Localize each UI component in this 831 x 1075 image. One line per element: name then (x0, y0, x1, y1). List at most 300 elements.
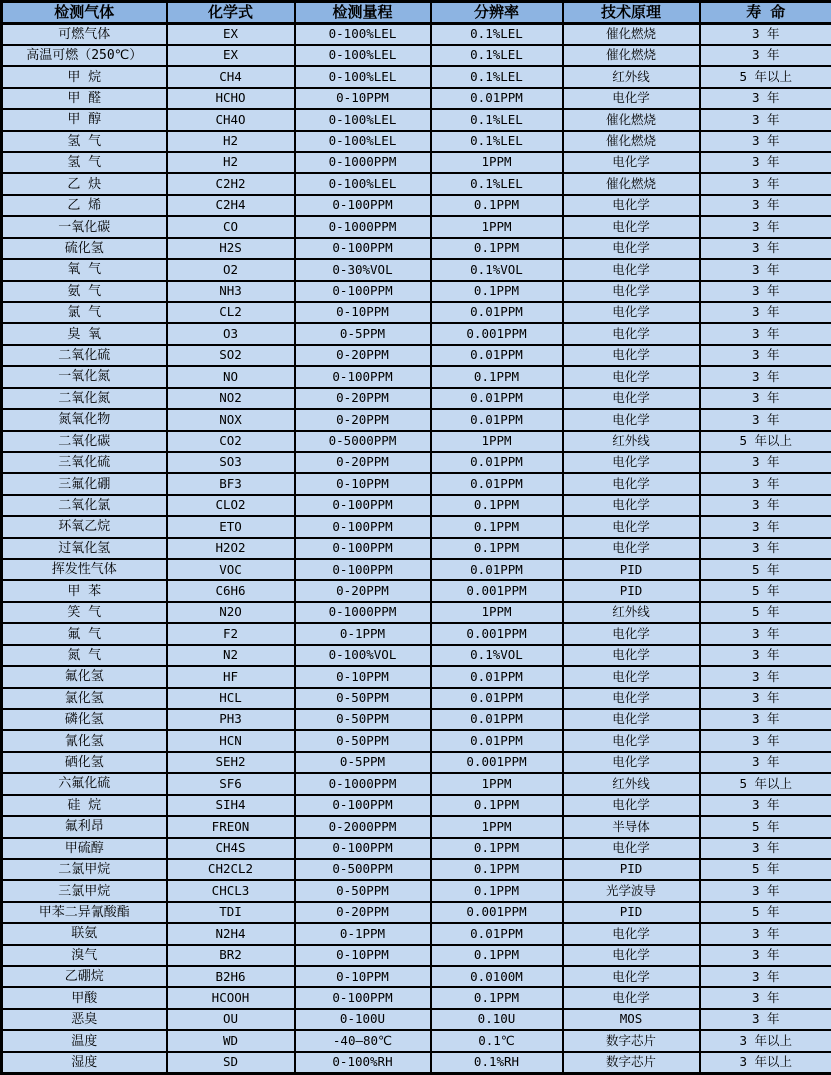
resolution-cell: 0.01PPM (431, 345, 563, 366)
gas-cell: 甲硫醇 (2, 838, 167, 859)
lifespan-cell: 5 年以上 (700, 431, 831, 452)
range-cell: 0-100%LEL (295, 66, 431, 87)
gas-cell: 氮氧化物 (2, 409, 167, 430)
lifespan-cell: 3 年 (700, 195, 831, 216)
formula-cell: CH4S (167, 838, 295, 859)
resolution-cell: 0.001PPM (431, 580, 563, 601)
resolution-cell: 0.01PPM (431, 409, 563, 430)
principle-cell: 电化学 (563, 238, 700, 259)
resolution-cell: 0.01PPM (431, 88, 563, 109)
resolution-cell: 1PPM (431, 152, 563, 173)
range-cell: 0-20PPM (295, 345, 431, 366)
lifespan-cell: 3 年 (700, 452, 831, 473)
table-row (2, 109, 831, 130)
principle-cell: 电化学 (563, 795, 700, 816)
gas-cell: 氟化氢 (2, 666, 167, 687)
principle-cell: 电化学 (563, 730, 700, 751)
table-row (2, 730, 831, 751)
resolution-cell: 1PPM (431, 216, 563, 237)
gas-cell: 乙硼烷 (2, 966, 167, 987)
gas-cell: 三氟化硼 (2, 473, 167, 494)
principle-cell: 电化学 (563, 366, 700, 387)
formula-cell: NO (167, 366, 295, 387)
table-row (2, 473, 831, 494)
range-cell: 0-100%LEL (295, 173, 431, 194)
table-row (2, 1009, 831, 1030)
table-row (2, 366, 831, 387)
resolution-cell: 0.1PPM (431, 366, 563, 387)
principle-cell: 电化学 (563, 516, 700, 537)
col-header-range: 检测量程 (295, 2, 431, 24)
resolution-cell: 0.01PPM (431, 559, 563, 580)
formula-cell: PH3 (167, 709, 295, 730)
resolution-cell: 0.001PPM (431, 902, 563, 923)
principle-cell: 电化学 (563, 195, 700, 216)
range-cell: 0-100PPM (295, 495, 431, 516)
formula-cell: ETO (167, 516, 295, 537)
principle-cell: 数字芯片 (563, 1052, 700, 1074)
resolution-cell: 0.1PPM (431, 195, 563, 216)
formula-cell: N2O (167, 602, 295, 623)
gas-cell: 硫化氢 (2, 238, 167, 259)
formula-cell: CO2 (167, 431, 295, 452)
formula-cell: HCL (167, 688, 295, 709)
resolution-cell: 0.01PPM (431, 923, 563, 944)
formula-cell: O2 (167, 259, 295, 280)
gas-cell: 氰化氢 (2, 730, 167, 751)
formula-cell: TDI (167, 902, 295, 923)
principle-cell: 电化学 (563, 323, 700, 344)
lifespan-cell: 3 年 (700, 302, 831, 323)
table-row (2, 388, 831, 409)
gas-cell: 甲 醇 (2, 109, 167, 130)
table-row (2, 152, 831, 173)
formula-cell: CH4O (167, 109, 295, 130)
formula-cell: HCHO (167, 88, 295, 109)
range-cell: 0-10PPM (295, 945, 431, 966)
range-cell: 0-20PPM (295, 580, 431, 601)
formula-cell: CLO2 (167, 495, 295, 516)
table-row (2, 409, 831, 430)
range-cell: 0-100%LEL (295, 109, 431, 130)
principle-cell: 电化学 (563, 302, 700, 323)
lifespan-cell: 3 年 (700, 945, 831, 966)
gas-cell: 三氧化硫 (2, 452, 167, 473)
range-cell: 0-100%LEL (295, 131, 431, 152)
gas-cell: 环氧乙烷 (2, 516, 167, 537)
principle-cell: PID (563, 902, 700, 923)
gas-cell: 甲 醛 (2, 88, 167, 109)
resolution-cell: 0.1%VOL (431, 645, 563, 666)
gas-cell: 氯化氢 (2, 688, 167, 709)
table-row (2, 645, 831, 666)
col-header-lifespan: 寿 命 (700, 2, 831, 24)
principle-cell: 电化学 (563, 709, 700, 730)
lifespan-cell: 3 年 (700, 880, 831, 901)
principle-cell: 数字芯片 (563, 1030, 700, 1051)
principle-cell: 催化燃烧 (563, 109, 700, 130)
gas-cell: 恶臭 (2, 1009, 167, 1030)
formula-cell: BF3 (167, 473, 295, 494)
resolution-cell: 0.1PPM (431, 495, 563, 516)
table-row (2, 902, 831, 923)
formula-cell: C2H2 (167, 173, 295, 194)
lifespan-cell: 3 年 (700, 987, 831, 1008)
resolution-cell: 0.10U (431, 1009, 563, 1030)
table-row (2, 516, 831, 537)
formula-cell: N2H4 (167, 923, 295, 944)
lifespan-cell: 3 年 (700, 388, 831, 409)
gas-cell: 氮 气 (2, 645, 167, 666)
range-cell: 0-1000PPM (295, 773, 431, 794)
lifespan-cell: 3 年 (700, 688, 831, 709)
gas-cell: 氧 气 (2, 259, 167, 280)
lifespan-cell: 3 年 (700, 238, 831, 259)
gas-cell: 氟 气 (2, 623, 167, 644)
gas-cell: 一氧化氮 (2, 366, 167, 387)
resolution-cell: 0.1%VOL (431, 259, 563, 280)
principle-cell: 电化学 (563, 452, 700, 473)
table-row (2, 323, 831, 344)
range-cell: 0-50PPM (295, 880, 431, 901)
lifespan-cell: 3 年 (700, 409, 831, 430)
table-row (2, 816, 831, 837)
resolution-cell: 0.01PPM (431, 473, 563, 494)
formula-cell: FREON (167, 816, 295, 837)
table-row (2, 495, 831, 516)
principle-cell: MOS (563, 1009, 700, 1030)
gas-cell: 硒化氢 (2, 752, 167, 773)
lifespan-cell: 3 年 (700, 45, 831, 66)
formula-cell: EX (167, 24, 295, 45)
lifespan-cell: 3 年 (700, 24, 831, 45)
formula-cell: VOC (167, 559, 295, 580)
principle-cell: 电化学 (563, 623, 700, 644)
gas-cell: 过氧化氢 (2, 538, 167, 559)
lifespan-cell: 3 年 (700, 259, 831, 280)
principle-cell: 电化学 (563, 966, 700, 987)
table-row (2, 795, 831, 816)
principle-cell: 红外线 (563, 66, 700, 87)
range-cell: 0-100U (295, 1009, 431, 1030)
principle-cell: 电化学 (563, 409, 700, 430)
gas-cell: 甲酸 (2, 987, 167, 1008)
resolution-cell: 0.1PPM (431, 859, 563, 880)
lifespan-cell: 3 年 (700, 838, 831, 859)
table-row (2, 538, 831, 559)
table-row (2, 559, 831, 580)
resolution-cell: 0.1%LEL (431, 24, 563, 45)
lifespan-cell: 3 年 (700, 216, 831, 237)
lifespan-cell: 5 年 (700, 602, 831, 623)
resolution-cell: 0.1PPM (431, 238, 563, 259)
range-cell: 0-10PPM (295, 966, 431, 987)
resolution-cell: 0.1PPM (431, 987, 563, 1008)
gas-cell: 臭 氧 (2, 323, 167, 344)
formula-cell: CO (167, 216, 295, 237)
range-cell: 0-5PPM (295, 752, 431, 773)
resolution-cell: 1PPM (431, 773, 563, 794)
table-row (2, 709, 831, 730)
gas-cell: 氯 气 (2, 302, 167, 323)
principle-cell: 电化学 (563, 259, 700, 280)
range-cell: 0-50PPM (295, 709, 431, 730)
table-row (2, 452, 831, 473)
formula-cell: NOX (167, 409, 295, 430)
principle-cell: 电化学 (563, 388, 700, 409)
lifespan-cell: 5 年 (700, 859, 831, 880)
resolution-cell: 0.1PPM (431, 538, 563, 559)
principle-cell: 电化学 (563, 987, 700, 1008)
table-row (2, 838, 831, 859)
lifespan-cell: 3 年 (700, 495, 831, 516)
range-cell: 0-100PPM (295, 559, 431, 580)
range-cell: 0-1000PPM (295, 602, 431, 623)
formula-cell: H2 (167, 152, 295, 173)
principle-cell: 电化学 (563, 345, 700, 366)
table-row (2, 1052, 831, 1074)
range-cell: 0-100PPM (295, 516, 431, 537)
formula-cell: N2 (167, 645, 295, 666)
table-row (2, 195, 831, 216)
lifespan-cell: 3 年 (700, 730, 831, 751)
table-row (2, 345, 831, 366)
resolution-cell: 0.001PPM (431, 323, 563, 344)
lifespan-cell: 3 年 (700, 345, 831, 366)
formula-cell: CH4 (167, 66, 295, 87)
formula-cell: CH2CL2 (167, 859, 295, 880)
range-cell: 0-50PPM (295, 688, 431, 709)
resolution-cell: 0.1℃ (431, 1030, 563, 1051)
gas-cell: 磷化氢 (2, 709, 167, 730)
table-row (2, 1030, 831, 1051)
lifespan-cell: 3 年 (700, 366, 831, 387)
gas-cell: 挥发性气体 (2, 559, 167, 580)
formula-cell: OU (167, 1009, 295, 1030)
resolution-cell: 0.1%LEL (431, 173, 563, 194)
resolution-cell: 0.1%LEL (431, 109, 563, 130)
formula-cell: SIH4 (167, 795, 295, 816)
principle-cell: 电化学 (563, 88, 700, 109)
table-row (2, 987, 831, 1008)
formula-cell: HCOOH (167, 987, 295, 1008)
gas-cell: 氨 气 (2, 281, 167, 302)
range-cell: 0-10PPM (295, 88, 431, 109)
resolution-cell: 0.01PPM (431, 709, 563, 730)
lifespan-cell: 3 年 (700, 709, 831, 730)
principle-cell: 电化学 (563, 838, 700, 859)
table-row (2, 88, 831, 109)
lifespan-cell: 3 年 (700, 623, 831, 644)
table-row (2, 880, 831, 901)
formula-cell: H2O2 (167, 538, 295, 559)
range-cell: 0-5000PPM (295, 431, 431, 452)
resolution-cell: 0.1%LEL (431, 131, 563, 152)
range-cell: 0-30%VOL (295, 259, 431, 280)
gas-cell: 六氟化硫 (2, 773, 167, 794)
range-cell: 0-100PPM (295, 838, 431, 859)
lifespan-cell: 3 年 (700, 173, 831, 194)
principle-cell: 催化燃烧 (563, 131, 700, 152)
principle-cell: PID (563, 559, 700, 580)
formula-cell: H2 (167, 131, 295, 152)
table-body (2, 24, 831, 1074)
resolution-cell: 0.1PPM (431, 838, 563, 859)
lifespan-cell: 5 年 (700, 559, 831, 580)
table-row (2, 216, 831, 237)
principle-cell: 电化学 (563, 495, 700, 516)
resolution-cell: 0.1PPM (431, 516, 563, 537)
gas-cell: 可燃气体 (2, 24, 167, 45)
table-row (2, 923, 831, 944)
lifespan-cell: 3 年 (700, 131, 831, 152)
table-row (2, 580, 831, 601)
range-cell: 0-100%LEL (295, 45, 431, 66)
lifespan-cell: 3 年以上 (700, 1052, 831, 1074)
formula-cell: F2 (167, 623, 295, 644)
gas-cell: 氢 气 (2, 131, 167, 152)
gas-cell: 氟利昂 (2, 816, 167, 837)
table-row (2, 131, 831, 152)
table-row (2, 752, 831, 773)
range-cell: 0-1000PPM (295, 152, 431, 173)
principle-cell: PID (563, 580, 700, 601)
lifespan-cell: 3 年 (700, 516, 831, 537)
table-row (2, 773, 831, 794)
gas-cell: 乙 炔 (2, 173, 167, 194)
principle-cell: 电化学 (563, 473, 700, 494)
range-cell: 0-100PPM (295, 366, 431, 387)
principle-cell: 电化学 (563, 152, 700, 173)
formula-cell: O3 (167, 323, 295, 344)
lifespan-cell: 3 年以上 (700, 1030, 831, 1051)
range-cell: 0-2000PPM (295, 816, 431, 837)
resolution-cell: 0.01PPM (431, 388, 563, 409)
principle-cell: 电化学 (563, 666, 700, 687)
table-row (2, 302, 831, 323)
formula-cell: SEH2 (167, 752, 295, 773)
table-row (2, 602, 831, 623)
table-row (2, 281, 831, 302)
table-row (2, 666, 831, 687)
formula-cell: CL2 (167, 302, 295, 323)
principle-cell: 催化燃烧 (563, 173, 700, 194)
gas-cell: 笑 气 (2, 602, 167, 623)
principle-cell: 电化学 (563, 688, 700, 709)
principle-cell: 红外线 (563, 773, 700, 794)
range-cell: 0-100PPM (295, 195, 431, 216)
principle-cell: 电化学 (563, 281, 700, 302)
lifespan-cell: 3 年 (700, 923, 831, 944)
table-row (2, 966, 831, 987)
table-row (2, 66, 831, 87)
formula-cell: WD (167, 1030, 295, 1051)
resolution-cell: 0.01PPM (431, 666, 563, 687)
gas-cell: 二氧化硫 (2, 345, 167, 366)
range-cell: 0-50PPM (295, 730, 431, 751)
gas-cell: 溴气 (2, 945, 167, 966)
resolution-cell: 0.01PPM (431, 302, 563, 323)
resolution-cell: 0.001PPM (431, 752, 563, 773)
range-cell: 0-1PPM (295, 623, 431, 644)
formula-cell: EX (167, 45, 295, 66)
lifespan-cell: 3 年 (700, 109, 831, 130)
range-cell: 0-10PPM (295, 302, 431, 323)
formula-cell: HF (167, 666, 295, 687)
gas-cell: 湿度 (2, 1052, 167, 1074)
table-row (2, 259, 831, 280)
resolution-cell: 1PPM (431, 431, 563, 452)
range-cell: 0-5PPM (295, 323, 431, 344)
principle-cell: 红外线 (563, 431, 700, 452)
gas-cell: 甲 烷 (2, 66, 167, 87)
range-cell: 0-100%VOL (295, 645, 431, 666)
lifespan-cell: 3 年 (700, 795, 831, 816)
principle-cell: PID (563, 859, 700, 880)
principle-cell: 电化学 (563, 216, 700, 237)
gas-cell: 甲苯二异氰酸酯 (2, 902, 167, 923)
gas-cell: 三氯甲烷 (2, 880, 167, 901)
resolution-cell: 0.1%LEL (431, 45, 563, 66)
gas-cell: 温度 (2, 1030, 167, 1051)
principle-cell: 半导体 (563, 816, 700, 837)
gas-cell: 联氨 (2, 923, 167, 944)
resolution-cell: 0.1PPM (431, 281, 563, 302)
lifespan-cell: 3 年 (700, 666, 831, 687)
table-row (2, 24, 831, 45)
formula-cell: BR2 (167, 945, 295, 966)
resolution-cell: 0.0100M (431, 966, 563, 987)
resolution-cell: 1PPM (431, 602, 563, 623)
gas-cell: 乙 烯 (2, 195, 167, 216)
range-cell: 0-100PPM (295, 281, 431, 302)
gas-cell: 高温可燃（250℃） (2, 45, 167, 66)
formula-cell: C6H6 (167, 580, 295, 601)
range-cell: 0-10PPM (295, 473, 431, 494)
lifespan-cell: 3 年 (700, 473, 831, 494)
range-cell: 0-20PPM (295, 388, 431, 409)
formula-cell: H2S (167, 238, 295, 259)
gas-cell: 二氧化碳 (2, 431, 167, 452)
range-cell: -40—80℃ (295, 1030, 431, 1051)
principle-cell: 电化学 (563, 923, 700, 944)
gas-cell: 氢 气 (2, 152, 167, 173)
range-cell: 0-1000PPM (295, 216, 431, 237)
lifespan-cell: 5 年 (700, 580, 831, 601)
principle-cell: 电化学 (563, 538, 700, 559)
resolution-cell: 0.001PPM (431, 623, 563, 644)
table-row (2, 945, 831, 966)
range-cell: 0-1PPM (295, 923, 431, 944)
resolution-cell: 0.1PPM (431, 795, 563, 816)
principle-cell: 电化学 (563, 645, 700, 666)
resolution-cell: 1PPM (431, 816, 563, 837)
table-row (2, 623, 831, 644)
resolution-cell: 0.1PPM (431, 880, 563, 901)
resolution-cell: 0.1%LEL (431, 66, 563, 87)
col-header-gas: 检测气体 (2, 2, 167, 24)
gas-cell: 硅 烷 (2, 795, 167, 816)
range-cell: 0-20PPM (295, 902, 431, 923)
range-cell: 0-100PPM (295, 987, 431, 1008)
range-cell: 0-100PPM (295, 238, 431, 259)
range-cell: 0-20PPM (295, 409, 431, 430)
lifespan-cell: 3 年 (700, 281, 831, 302)
lifespan-cell: 5 年以上 (700, 773, 831, 794)
range-cell: 0-100%LEL (295, 24, 431, 45)
range-cell: 0-100PPM (295, 795, 431, 816)
formula-cell: SD (167, 1052, 295, 1074)
